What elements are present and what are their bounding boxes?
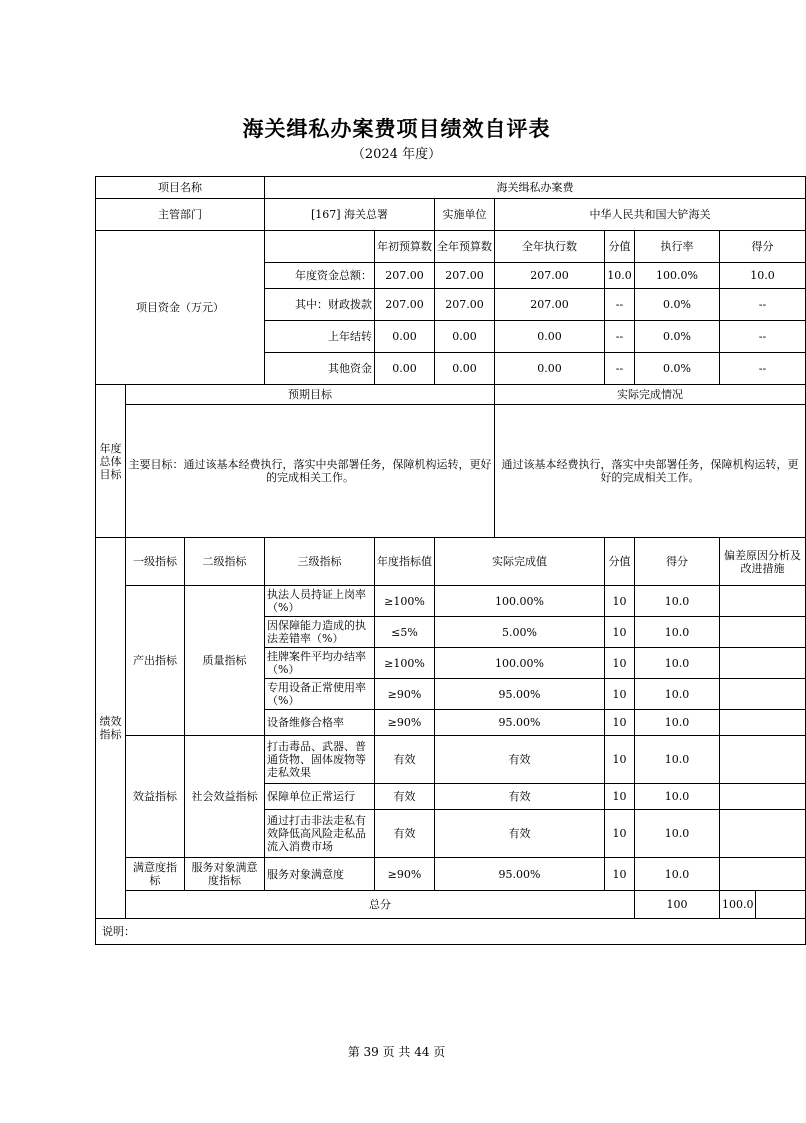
level3-indicator: 保障单位正常运行 <box>265 784 375 810</box>
target-value: 有效 <box>375 810 435 858</box>
indicator-header: 偏差原因分析及改进措施 <box>720 538 806 586</box>
actual-value: 100.00% <box>435 648 605 679</box>
level3-indicator: 执法人员持证上岗率（%） <box>265 586 375 617</box>
funds-weight: -- <box>605 321 635 353</box>
score-value: 10.0 <box>635 617 720 648</box>
actual-value: 有效 <box>435 810 605 858</box>
funds-initial: 0.00 <box>375 321 435 353</box>
level3-indicator: 挂牌案件平均办结率（%） <box>265 648 375 679</box>
funds-annual: 207.00 <box>435 263 495 289</box>
funds-row-name: 年度资金总额： <box>265 263 375 289</box>
funds-header: 年初预算数 <box>375 231 435 263</box>
funds-row-name: 其中：财政拨款 <box>265 289 375 321</box>
expected-goal-header: 预期目标 <box>126 385 495 405</box>
actual-value: 100.00% <box>435 586 605 617</box>
total-score: 100.0 <box>720 891 756 919</box>
target-value: ≥90% <box>375 710 435 736</box>
expected-goal-text: 主要目标：通过该基本经费执行，落实中央部署任务，保障机构运转，更好的完成相关工作。 <box>126 405 495 538</box>
funds-header: 全年预算数 <box>435 231 495 263</box>
score-value: 10.0 <box>635 736 720 784</box>
target-value: ≥90% <box>375 858 435 891</box>
dept-value: [167] 海关总署 <box>265 199 435 231</box>
funds-header: 分值 <box>605 231 635 263</box>
level1-indicator: 满意度指标 <box>126 858 185 891</box>
weight-value: 10 <box>605 858 635 891</box>
funds-rate: 100.0% <box>635 263 720 289</box>
funds-header: 得分 <box>720 231 806 263</box>
deviation-note <box>720 784 806 810</box>
funds-executed: 207.00 <box>495 263 605 289</box>
level3-indicator: 专用设备正常使用率（%） <box>265 679 375 710</box>
actual-value: 95.00% <box>435 710 605 736</box>
deviation-note <box>720 858 806 891</box>
weight-value: 10 <box>605 710 635 736</box>
page-footer: 第 39 页 共 44 页 <box>347 1045 446 1059</box>
indicator-header: 一级指标 <box>126 538 185 586</box>
dept-label: 主管部门 <box>96 199 265 231</box>
funds-annual: 207.00 <box>435 289 495 321</box>
actual-goal-text: 通过该基本经费执行，落实中央部署任务，保障机构运转，更好的完成相关工作。 <box>495 405 806 538</box>
funds-rate: 0.0% <box>635 353 720 385</box>
impl-label: 实施单位 <box>435 199 495 231</box>
funds-initial: 207.00 <box>375 263 435 289</box>
goals-label: 年度总体目标 <box>96 385 126 538</box>
funds-executed: 207.00 <box>495 289 605 321</box>
impl-value: 中华人民共和国大铲海关 <box>495 199 806 231</box>
level1-indicator: 产出指标 <box>126 586 185 736</box>
deviation-note <box>720 648 806 679</box>
indicator-header: 得分 <box>635 538 720 586</box>
deviation-note <box>720 710 806 736</box>
funds-score: 10.0 <box>720 263 806 289</box>
indicator-header: 实际完成值 <box>435 538 605 586</box>
actual-value: 有效 <box>435 784 605 810</box>
level2-indicator: 服务对象满意度指标 <box>185 858 265 891</box>
score-value: 10.0 <box>635 648 720 679</box>
deviation-note <box>720 679 806 710</box>
deviation-note <box>720 617 806 648</box>
page-title: 海关缉私办案费项目绩效自评表 <box>242 117 551 141</box>
funds-header-blank <box>265 231 375 263</box>
score-value: 10.0 <box>635 810 720 858</box>
performance-table <box>95 176 806 945</box>
funds-executed: 0.00 <box>495 353 605 385</box>
target-value: ≥100% <box>375 586 435 617</box>
level3-indicator: 打击毒品、武器、普通货物、固体废物等走私效果 <box>265 736 375 784</box>
total-weight: 100 <box>635 891 720 919</box>
funds-weight: -- <box>605 289 635 321</box>
funds-annual: 0.00 <box>435 353 495 385</box>
actual-value: 95.00% <box>435 679 605 710</box>
project-name-value: 海关缉私办案费 <box>265 177 806 199</box>
weight-value: 10 <box>605 810 635 858</box>
score-value: 10.0 <box>635 679 720 710</box>
funds-initial: 0.00 <box>375 353 435 385</box>
target-value: ≤5% <box>375 617 435 648</box>
funds-row-name: 上年结转 <box>265 321 375 353</box>
funds-header: 执行率 <box>635 231 720 263</box>
actual-value: 95.00% <box>435 858 605 891</box>
deviation-note <box>720 736 806 784</box>
target-value: 有效 <box>375 736 435 784</box>
indicator-header: 二级指标 <box>185 538 265 586</box>
funds-weight: -- <box>605 353 635 385</box>
score-value: 10.0 <box>635 858 720 891</box>
funds-label: 项目资金（万元） <box>96 231 265 385</box>
indicator-row <box>96 736 806 784</box>
funds-initial: 207.00 <box>375 289 435 321</box>
score-value: 10.0 <box>635 784 720 810</box>
level3-indicator: 通过打击非法走私有效降低高风险走私品流入消费市场 <box>265 810 375 858</box>
total-label: 总分 <box>126 891 635 919</box>
weight-value: 10 <box>605 648 635 679</box>
funds-row-name: 其他资金 <box>265 353 375 385</box>
funds-executed: 0.00 <box>495 321 605 353</box>
target-value: ≥100% <box>375 648 435 679</box>
level2-indicator: 社会效益指标 <box>185 736 265 858</box>
indicator-row <box>96 858 806 891</box>
weight-value: 10 <box>605 784 635 810</box>
funds-score: -- <box>720 321 806 353</box>
level2-indicator: 质量指标 <box>185 586 265 736</box>
target-value: ≥90% <box>375 679 435 710</box>
deviation-note <box>720 586 806 617</box>
deviation-note <box>720 810 806 858</box>
level3-indicator: 设备维修合格率 <box>265 710 375 736</box>
indicators-label: 绩效指标 <box>96 538 126 919</box>
funds-annual: 0.00 <box>435 321 495 353</box>
remark-label: 说明： <box>96 919 806 945</box>
level3-indicator: 服务对象满意度 <box>265 858 375 891</box>
level3-indicator: 因保障能力造成的执法差错率（%） <box>265 617 375 648</box>
indicator-header: 分值 <box>605 538 635 586</box>
actual-value: 5.00% <box>435 617 605 648</box>
funds-weight: 10.0 <box>605 263 635 289</box>
indicator-header: 年度指标值 <box>375 538 435 586</box>
funds-score: -- <box>720 289 806 321</box>
page-subtitle: （2024 年度） <box>351 147 442 162</box>
funds-rate: 0.0% <box>635 289 720 321</box>
funds-rate: 0.0% <box>635 321 720 353</box>
weight-value: 10 <box>605 736 635 784</box>
funds-header: 全年执行数 <box>495 231 605 263</box>
level1-indicator: 效益指标 <box>126 736 185 858</box>
score-value: 10.0 <box>635 586 720 617</box>
indicator-header: 三级指标 <box>265 538 375 586</box>
total-note <box>756 891 806 919</box>
target-value: 有效 <box>375 784 435 810</box>
weight-value: 10 <box>605 679 635 710</box>
weight-value: 10 <box>605 586 635 617</box>
indicator-row <box>96 586 806 617</box>
actual-goal-header: 实际完成情况 <box>495 385 806 405</box>
actual-value: 有效 <box>435 736 605 784</box>
project-name-label: 项目名称 <box>96 177 265 199</box>
weight-value: 10 <box>605 617 635 648</box>
funds-score: -- <box>720 353 806 385</box>
score-value: 10.0 <box>635 710 720 736</box>
